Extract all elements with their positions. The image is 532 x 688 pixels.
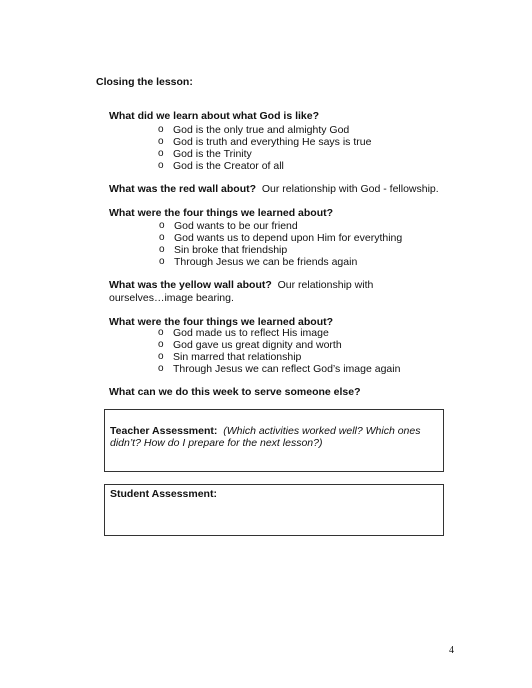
teacher-assessment-label: Teacher Assessment: <box>110 425 218 437</box>
answer-red-wall: Our relationship with God - fellowship. <box>261 183 439 195</box>
student-assessment-label: Student Assessment: <box>110 488 217 500</box>
answer-yellow-wall-2: ourselves…image bearing. <box>109 292 234 304</box>
teacher-assessment-prompt-1: (Which activities worked well? Which ones <box>223 425 421 437</box>
answer-yellow-wall-1: Our relationship with <box>277 279 374 291</box>
bullet-icon: o <box>158 124 164 135</box>
student-assessment-box[interactable] <box>104 484 444 536</box>
question-four-things-1: What were the four things we learned about? <box>109 207 334 219</box>
bullet-icon: o <box>158 136 164 147</box>
bullet-icon: o <box>158 160 164 171</box>
bullet-icon: o <box>158 351 164 362</box>
bullet-icon: o <box>158 339 164 350</box>
teacher-assessment-line1 <box>110 425 420 437</box>
teacher-assessment-prompt-2: didn’t? How do I prepare for the next lesson?) <box>110 437 323 449</box>
bullet-icon: o <box>159 256 165 267</box>
bullet-icon: o <box>158 363 164 374</box>
red-wall-line <box>109 183 439 195</box>
teacher-assessment-box[interactable] <box>104 409 444 472</box>
page-number: 4 <box>449 645 454 656</box>
bullet-icon: o <box>159 232 165 243</box>
bullet-icon: o <box>159 220 165 231</box>
section-heading: Closing the lesson: <box>96 76 193 88</box>
question-four-things-2: What were the four things we learned about? <box>109 316 334 328</box>
question-red-wall: What was the red wall about? <box>109 183 257 195</box>
yellow-wall-line <box>109 279 373 291</box>
question-serve-someone: What can we do this week to serve someone else? <box>109 386 361 398</box>
bullet-icon: o <box>158 327 164 338</box>
question-god-like: What did we learn about what God is like? <box>109 110 320 122</box>
bullet-icon: o <box>158 148 164 159</box>
question-yellow-wall: What was the yellow wall about? <box>109 279 272 291</box>
bullet-icon: o <box>159 244 165 255</box>
